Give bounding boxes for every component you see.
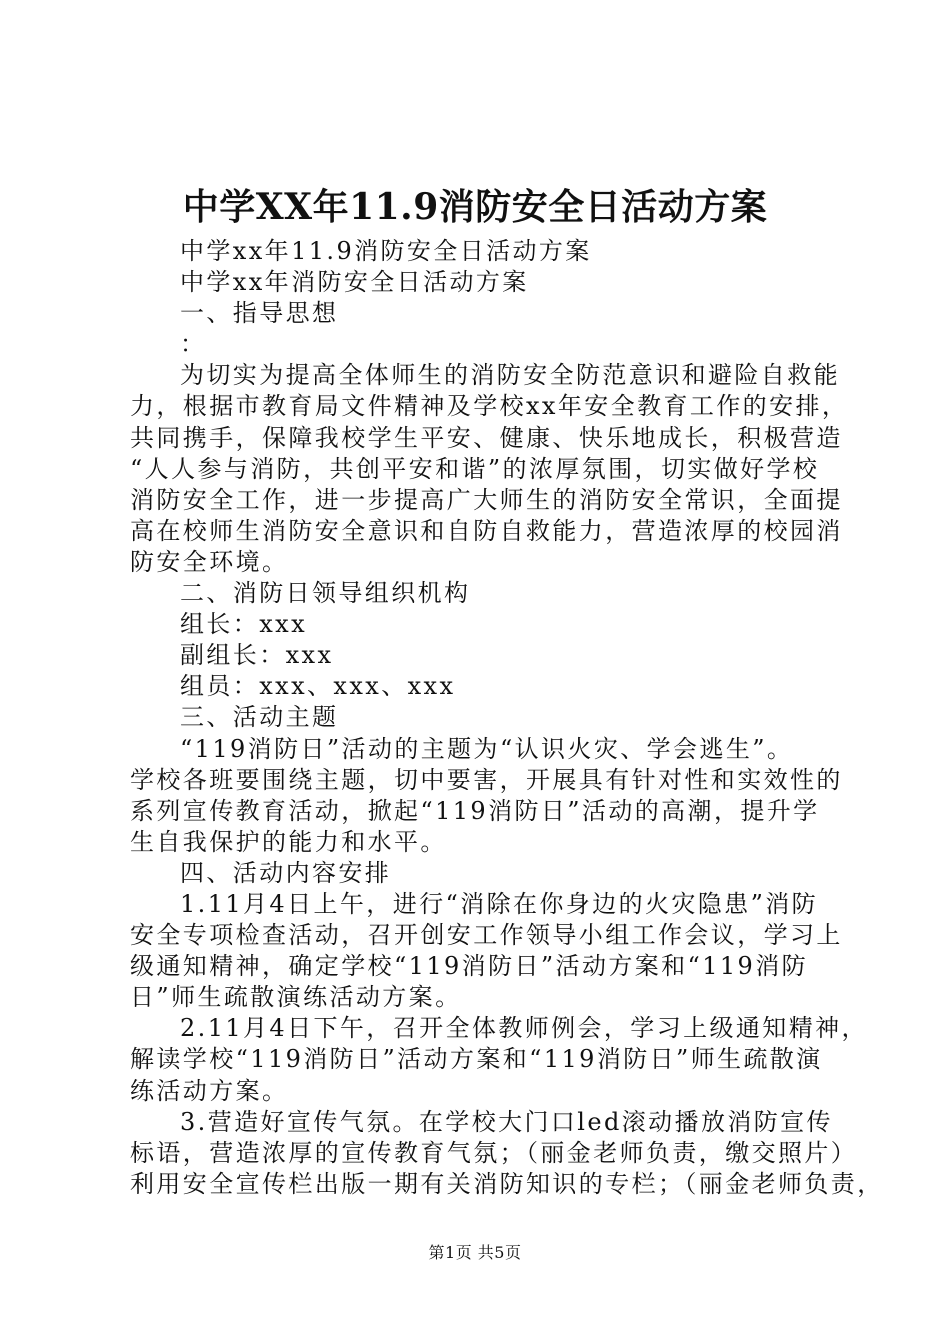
body-line: 1.11月4日上午，进行“消除在你身边的火灾隐患”消防	[180, 889, 819, 918]
body-line: 2.11月4日下午，召开全体教师例会，学习上级通知精神，	[180, 1014, 868, 1043]
body-line: 防安全环境。	[130, 547, 289, 576]
document-body	[130, 236, 884, 1200]
body-line: “人人参与消防，共创平安和谐”的浓厚氛围，切实做好学校	[130, 454, 820, 483]
body-line: 二、消防日领导组织机构	[180, 579, 471, 608]
body-line: 练活动方案。	[130, 1076, 289, 1105]
body-line: 利用安全宣传栏出版一期有关消防知识的专栏；（丽金老师负责，	[130, 1169, 884, 1198]
body-line: 中学xx年11.9消防安全日活动方案	[180, 237, 592, 265]
body-line: 级通知精神，确定学校“119消防日”活动方案和“119消防	[130, 952, 809, 981]
body-line: ：	[180, 330, 207, 359]
body-line: 四、活动内容安排	[180, 858, 392, 887]
body-line: 安全专项检查活动，召开创安工作领导小组工作会议，学习上	[130, 921, 843, 950]
body-line: “119消防日”活动的主题为“认识火灾、学会逃生”。	[180, 734, 794, 763]
body-line: 力，根据市教育局文件精神及学校xx年安全教育工作的安排，	[130, 392, 849, 421]
body-line: 共同携手，保障我校学生平安、健康、快乐地成长，积极营造	[130, 423, 843, 452]
body-line: 系列宣传教育活动，掀起“119消防日”活动的高潮，提升学	[130, 796, 820, 825]
document-title: 中学XX年11.9消防安全日活动方案	[182, 186, 768, 228]
body-line: 日”师生疏散演练活动方案。	[130, 983, 462, 1012]
body-line: 三、活动主题	[180, 703, 339, 732]
body-line: 3.营造好宣传气氛。在学校大门口led滚动播放消防宣传	[180, 1107, 833, 1136]
body-line: 消防安全工作，进一步提高广大师生的消防安全常识，全面提	[130, 485, 843, 514]
body-line: 为切实为提高全体师生的消防安全防范意识和避险自救能	[180, 361, 840, 390]
page-footer: 第1页 共5页	[428, 1243, 522, 1262]
body-line: 标语，营造浓厚的宣传教育气氛；（丽金老师负责，缴交照片）	[130, 1138, 858, 1167]
body-line: 中学xx年消防安全日活动方案	[180, 268, 529, 297]
body-line: 生自我保护的能力和水平。	[130, 827, 447, 856]
body-line: 高在校师生消防安全意识和自防自救能力，营造浓厚的校园消	[130, 516, 843, 545]
body-line: 解读学校“119消防日”活动方案和“119消防日”师生疏散演	[130, 1045, 823, 1074]
body-line: 一、指导思想	[180, 299, 339, 328]
body-line: 学校各班要围绕主题，切中要害，开展具有针对性和实效性的	[130, 765, 843, 794]
body-line: 组长：xxx	[180, 610, 308, 639]
body-line: 组员：xxx、xxx、xxx	[180, 672, 456, 701]
body-line: 副组长：xxx	[180, 641, 334, 670]
